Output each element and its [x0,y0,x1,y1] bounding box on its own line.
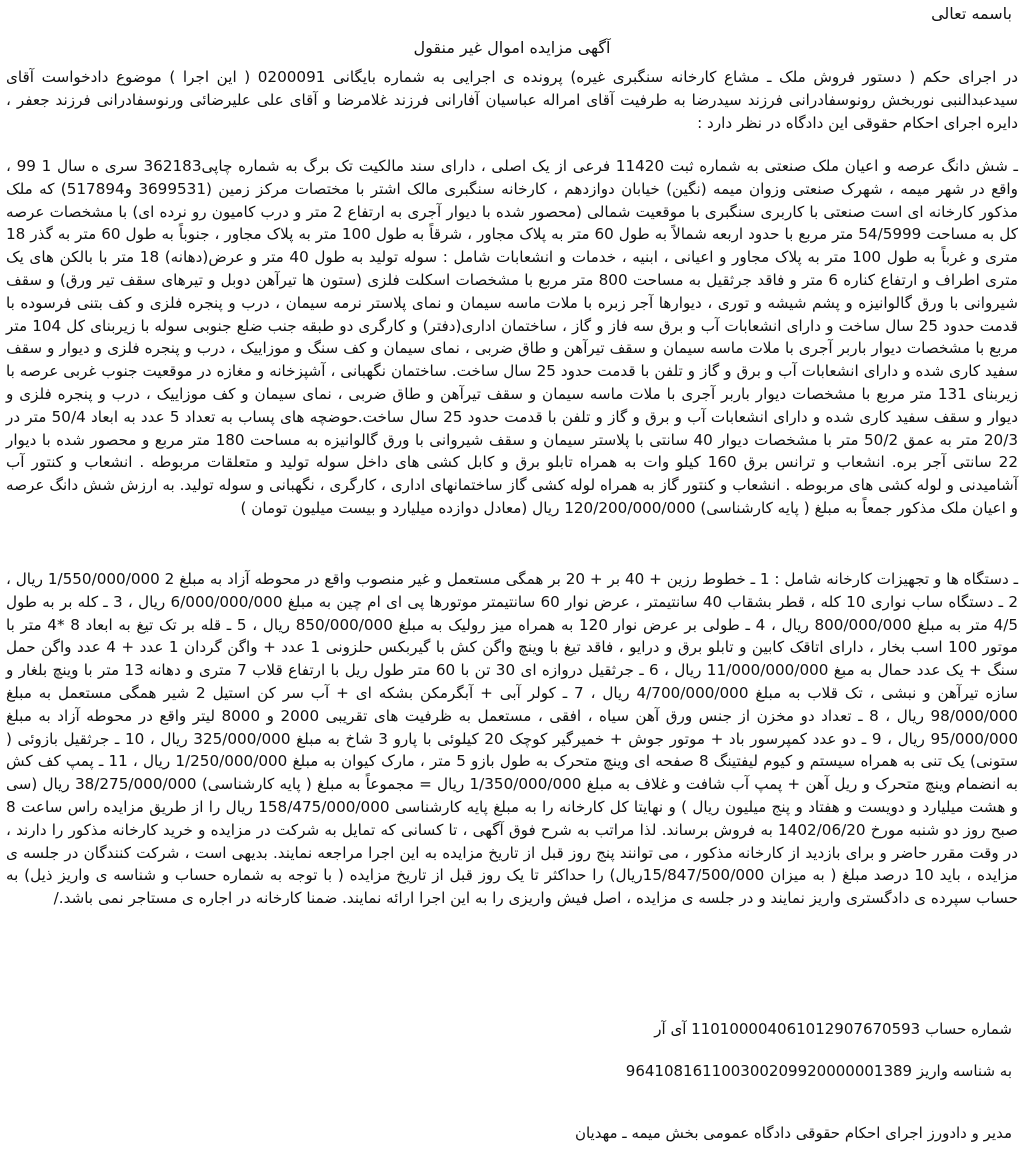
basmala-heading: باسمه تعالی [931,4,1012,23]
signature-line: مدیر و دادورز اجرای احکام حقوقی دادگاه عمومی بخش میمه ـ مهدیان [574,1124,1012,1142]
property-description-paragraph: ـ شش دانگ عرصه و اعیان ملک صنعتی به شماره ثبت 11420 فرعی از یک اصلی ، دارای سند مالکیت تک برگ به شماره چاپی362183 سری ه سال 1 99 ، واقع در شهر میمه ، شهرک صنعتی وزوان میمه (نگین) خیابان دوازدهم ، کارخانه سنگبری مالک اشتر با مختصات مرکز زمین (3699531 و517894) که ملک مذکور کارخانه ای است صنعتی با کاربری سنگبری با موقعیت شمالی (محصور شده با دیوار آجری به ارتفاع 2 متر و درب کامیون رو نرده ای) با مشخصات عرصه کل به مساحت 54/5999 متر مربع با حدود اربعه شمالاً به طول 60 متر به پلاک مجاور ، شرقاً به طول 100 متر به پلاک مجاور ، جنوباً به طول 60 متر به گذر 18 متری و غرباً به طول 100 متر به پلاک مجاور و اعیانی ، ابنیه ، خدمات و انشعابات شامل : سوله تولید به طول 40 متر و عرض(دهانه) 18 متر با بالکن های یک متری اطراف و ارتفاع کناره 6 متر و فاقد جرثقیل به مساحت 800 متر مربع با مشخصات اسکلت فلزی (ستون ها تیرآهن دوبل و تیرهای سقف تیر ورق) و سقف شیروانی با ورق گالوانیزه و پشم شیشه و توری ، دیوارها آجر زبره با ملات ماسه سیمان و نمای پلاستر نرمه سیمان ، درب و پنجره فلزی و کف بتنی فرسوده با قدمت حدود 25 سال ساخت و دارای انشعابات آب و برق سه فاز و گاز ، ساختمان اداری(دفتر) و کارگری دو طبقه جنب ضلع جنوبی سوله با زیربنای کل 104 متر مربع با مشخصات دیوار باربر آجری با ملات ماسه سیمان و سقف تیرآهن و طاق ضربی ، نمای سیمان و کف سنگ و موزاییک ، درب و پنجره فلزی و دیوار و سقف سفید کاری شده و دارای انشعابات آب و برق و گاز و تلفن با قدمت حدود 25 سال ساخت. ساختمان نگهبانی ، آشپزخانه و مغازه در موقعیت جنوب غربی عرصه با زیربنای 131 متر مربع با مشخصات دیوار باربر آجری با ملات ماسه سیمان و سقف تیرآهن و طاق ضربی ، نمای سیمان و کف موزاییک ، درب و پنجره فلزی و دیوار و سقف سفید کاری شده و دارای انشعابات آب و برق و گاز و تلفن با قدمت حدود 25 سال ساخت.حوضچه های پساب به تعداد 5 عدد به ابعاد 50/4 متر در 20/3 متر به عمق 50/2 متر با مشخصات دیوار 40 سانتی با پلاستر سیمان و سقف شیروانی با ورق گالوانیزه به مساحت 180 متر مربع و محصور شده با دیوار 22 سانتی آجر بره. انشعاب و ترانس برق 160 کیلو وات به همراه تابلو برق و کابل کشی های داخل سوله تولید و متعلقات مربوطه . انشعاب و کنتور آب آشامیدنی و لوله کشی های مربوطه . انشعاب و کنتور گاز به همراه لوله کشی گاز ساختمانهای اداری ، کارگری ، نگهبانی و سوله تولید. به ارزش شش دانگ عرصه و اعیان ملک مذکور جمعاً به مبلغ ( پایه کارشناسی) 120/200/000/000 ریال (معادل دوازده میلیارد و بیست میلیون تومان ) [6,157,1019,517]
equipment-and-terms-paragraph: ـ دستگاه ها و تجهیزات کارخانه شامل : 1 ـ خطوط رزین + 40 بر + 20 بر همگی مستعمل و غیر منصوب واقع در محوطه آزاد به مبلغ 2 1/550/000/000 ریال ، 2 ـ دستگاه ساب نواری 10 کله ، قطر بشقاب 40 سانتیمتر ، عرض نوار 60 سانتیمتر موتورها پی ای ام چین به مبلغ 6/000/000/000 ریال ، 3 ـ کله بر به طول 4/5 متر به مبلغ 800/000/000 ریال ، 4 ـ طولی بر عرض نوار 120 به همراه میز رولیک به مبلغ 850/000/000 ریال ، 5 ـ قله بر تک تیغ به ابعاد 8 *4 متر با موتور 100 اسب بخار ، دارای اتاقک کابین و تابلو برق و درایو ، فاقد تیغ با وینچ واگن کش با گیربکس حلزونی 1 عدد + واگن گردان 1 عدد + 4 عدد واگن حمل سنگ + یک عدد حمال به مبغ 11/000/000/000 ریال ، 6 ـ جرثقیل دروازه ای 30 تن با 60 متر طول ریل با ارتفاع قلاب 7 متری و دهانه 13 متر با وینچ بلغار و سازه تیرآهن و نبشی ، تک قلاب به مبلغ 4/700/000/000 ریال ، 7 ـ کولر آبی + آبگرمکن بشکه ای + آب سر کن استیل 2 شیر همگی مستعمل به مبلغ 98/000/000 ریال ، 8 ـ تعداد دو مخزن از جنس ورق آهن سیاه ، افقی ، مستعمل به ظرفیت های تقریبی 2000 و 8000 لیتر واقع در محوطه آزاد به مبلغ 95/000/000 ریال ، 9 ـ دو عدد کمپرسور باد + موتور جوش + خمیرگیر کوچک 20 کیلوئی با پارو 3 شاخ به مبلغ 325/000/000 ریال ، 10 ـ جرثقیل بازوئی ( ستونی) یک تنی به همراه سیستم و کیوم لیفتینگ 8 صفحه ای وینچ متحرک به طول بازو 5 متر ، مارک کیوان به مبلغ 1/250/000/000 ریال ، 11 ـ پمپ کف کش به انضمام وینچ متحرک و ریل آهن + پمپ آب شافت و غلاف به مبلغ 1/350/000/000 ریال = مجموعاً به مبلغ ( پایه کارشناسی) 38/275/000/000 ریال (سی و هشت میلیارد و دویست و هفتاد و پنج میلیون ریال ) و نهایتا کل کارخانه را به مبلغ پایه کارشناسی 158/475/000/000 ریال را از طریق مزایده راس ساعت 8 صبح روز دو شنبه مورخ 1402/06/20 به فروش برساند. لذا مراتب به شرح فوق آگهی ، تا کسانی که تمایل به شرکت در مزایده و خرید کارخانه مذکور را دارند ، در وقت مقرر حاضر و برای بازدید از کارخانه مذکور ، می توانند پنج روز قبل از تاریخ مزایده به این اجرا مراجعه نمایند. بدیهی است ، شرکت کنندگان در جلسه ی مزایده ، باید 10 درصد مبلغ ( به میزان 15/847/500/000ریال) را حداکثر تا یک روز قبل از تاریخ مزایده ( با توجه به شماره حساب و شناسه ی واریز ذیل) به حساب سپرده ی دادگستری واریز نمایند و در جلسه ی مزایده ، اصل فیش واریزی را به این اجرا ارائه نمایند. ضمنا کارخانه در اجاره ی مستاجر نمی باشد./ [6,570,1019,908]
document-title: آگهی مزایده اموال غیر منقول [413,38,611,57]
intro-paragraph: در اجرای حکم ( دستور فروش ملک ـ مشاع کارخانه سنگبری غیره) پرونده ی اجرایی به شماره بایگانی 0200091 ( این اجرا ) موضوع دادخواست آقای سیدعبدالنبی نوربخش رونوسفادرانی فرزند سیدرضا به طرفیت آقای امراله عباسیان آفارانی فرزند غلامرضا و آقای علی علیرضائی ورنوسفادرانی فرزند جعفر ، دایره اجرای احکام حقوقی این دادگاه در نظر دارد : [6,68,1018,132]
account-number-line: شماره حساب 1101000040610129076705​93 آی آر [654,1020,1012,1038]
deposit-id-line: به شناسه واریز 964108161100300209920000001389 [625,1062,1012,1080]
